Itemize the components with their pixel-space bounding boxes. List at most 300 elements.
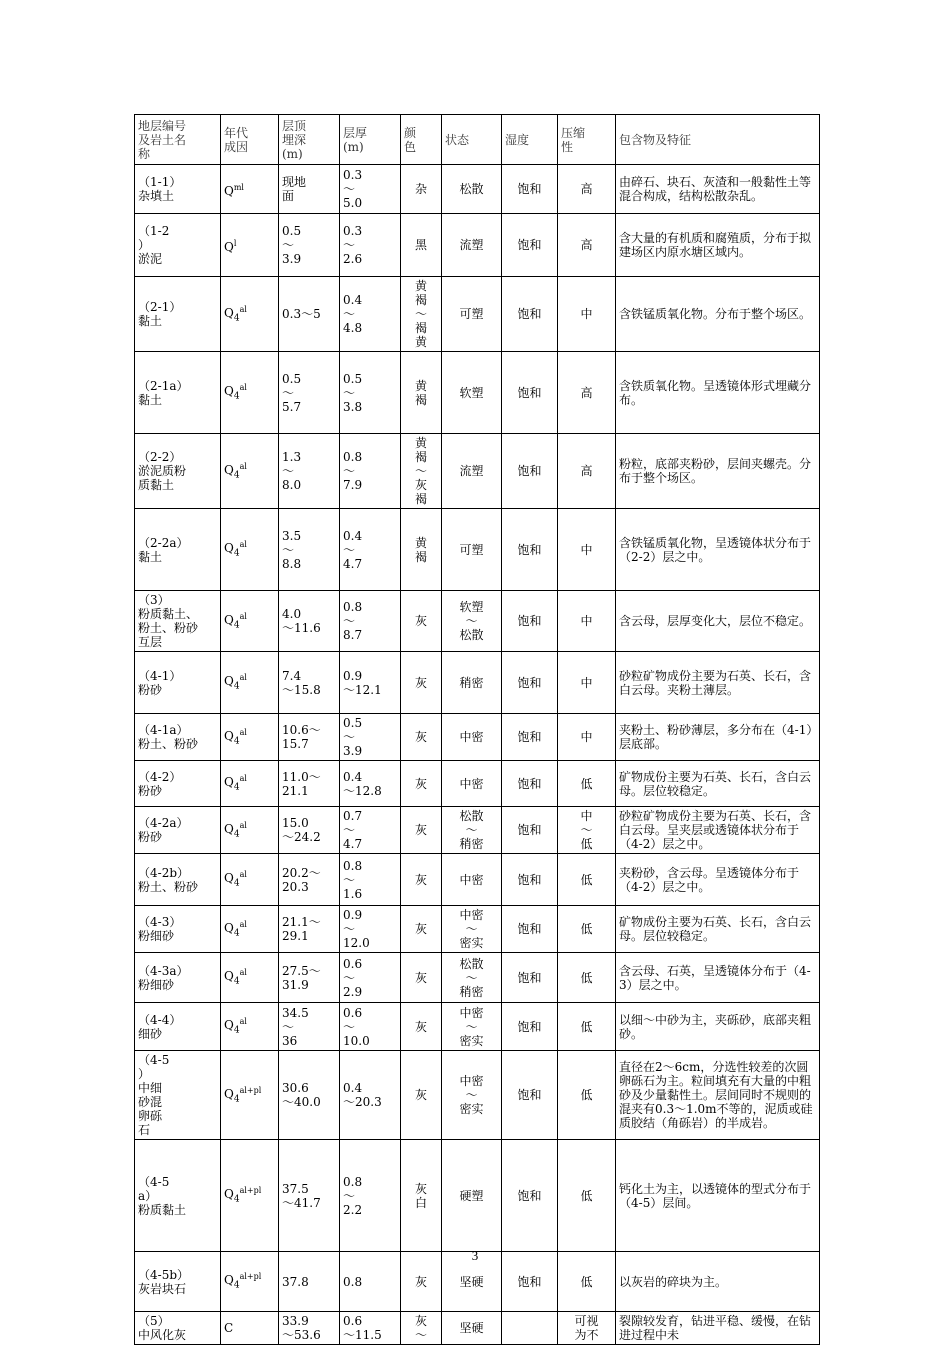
top-depth-cell bbox=[279, 434, 340, 509]
thickness-cell bbox=[340, 1140, 401, 1252]
compressibility-cell-text: 低 bbox=[580, 872, 593, 887]
humidity-cell-text: 饱和 bbox=[517, 1188, 542, 1203]
humidity-cell bbox=[502, 1003, 558, 1051]
compressibility-cell-text: 可视 为不 bbox=[574, 1314, 599, 1342]
compressibility-cell bbox=[558, 652, 616, 714]
color-cell-text: 黄 褐 ～ 褐 黄 bbox=[414, 279, 427, 349]
layer-name-cell-text: （4-3a） 粉细砂 bbox=[138, 963, 189, 992]
thickness-cell-text: 0.3 ～ 5.0 bbox=[343, 168, 363, 210]
humidity-cell bbox=[502, 854, 558, 906]
state-cell-text: 稍密 bbox=[459, 675, 484, 690]
table-header-row bbox=[135, 115, 820, 165]
age-origin-cell: $Q_4^{al}$ bbox=[221, 1003, 279, 1051]
age-origin-cell: $Q_4^{al}$ bbox=[221, 906, 279, 953]
header-top-depth-text: 层顶 埋深 (m) bbox=[282, 118, 307, 161]
description-cell-text: 含铁锰质氧化物。分布于整个场区。 bbox=[619, 307, 812, 321]
compressibility-cell bbox=[558, 1312, 616, 1345]
humidity-cell-text: 饱和 bbox=[517, 675, 542, 690]
compressibility-cell-text: 中 bbox=[580, 730, 593, 744]
compressibility-cell-text: 低 bbox=[580, 970, 593, 985]
description-cell bbox=[616, 854, 820, 906]
description-cell bbox=[616, 807, 820, 854]
thickness-cell-text: 0.8 ～ 2.2 bbox=[343, 1174, 363, 1217]
header-state bbox=[442, 115, 502, 165]
state-cell bbox=[442, 352, 502, 434]
header-color-text: 颜 色 bbox=[404, 125, 417, 154]
thickness-cell bbox=[340, 652, 401, 714]
layer-name-cell bbox=[135, 1312, 221, 1345]
compressibility-cell bbox=[558, 761, 616, 807]
top-depth-cell-text: 11.0～ 21.1 bbox=[282, 769, 321, 798]
thickness-cell bbox=[340, 277, 401, 352]
layer-name-cell bbox=[135, 1003, 221, 1051]
layer-name-cell-text: （4-3） 粉细砂 bbox=[138, 915, 182, 943]
age-origin-cell: $Q^{ml}$ bbox=[221, 165, 279, 214]
state-cell-text: 软塑 ～ 松散 bbox=[459, 600, 484, 642]
table-row bbox=[135, 906, 820, 953]
description-cell bbox=[616, 277, 820, 352]
compressibility-cell bbox=[558, 277, 616, 352]
compressibility-cell bbox=[558, 854, 616, 906]
compressibility-cell-text: 中 ～ 低 bbox=[580, 809, 593, 851]
humidity-cell bbox=[502, 1051, 558, 1140]
humidity-cell-text: 饱和 bbox=[517, 872, 542, 887]
color-cell-text: 灰 bbox=[414, 614, 427, 628]
layer-name-cell bbox=[135, 953, 221, 1003]
thickness-cell bbox=[340, 953, 401, 1003]
table-row bbox=[135, 509, 820, 591]
description-cell-text: 含云母，层厚变化大，层位不稳定。 bbox=[619, 614, 812, 628]
color-cell-text: 灰 bbox=[414, 922, 427, 936]
age-origin-cell: $Q_4^{al}$ bbox=[221, 277, 279, 352]
compressibility-cell bbox=[558, 509, 616, 591]
compressibility-cell-text: 低 bbox=[580, 1019, 593, 1034]
description-cell bbox=[616, 1051, 820, 1140]
compressibility-cell-text: 高 bbox=[580, 182, 593, 196]
color-cell-text: 灰 白 bbox=[414, 1181, 427, 1210]
state-cell-text: 松散 bbox=[459, 182, 484, 196]
layer-name-cell-text: （4-1） 粉砂 bbox=[138, 668, 182, 697]
age-origin-cell: $Q_4^{al}$ bbox=[221, 652, 279, 714]
humidity-cell bbox=[502, 807, 558, 854]
state-cell-text: 松散 ～ 稍密 bbox=[459, 956, 484, 999]
thickness-cell bbox=[340, 1003, 401, 1051]
description-cell-text: 砂粒矿物成份主要为石英、长石，含白云母。夹粉土薄层。 bbox=[619, 668, 812, 697]
top-depth-cell-text: 37.8 bbox=[282, 1274, 309, 1289]
state-cell bbox=[442, 1312, 502, 1345]
humidity-cell bbox=[502, 591, 558, 652]
description-cell bbox=[616, 906, 820, 953]
humidity-cell bbox=[502, 761, 558, 807]
layer-name-cell-text: （1-2 ） 淤泥 bbox=[138, 224, 170, 266]
strata-table bbox=[134, 114, 820, 1345]
humidity-cell bbox=[502, 277, 558, 352]
compressibility-cell bbox=[558, 165, 616, 214]
color-cell bbox=[401, 165, 442, 214]
description-cell bbox=[616, 714, 820, 761]
header-layer-name bbox=[135, 115, 221, 165]
compressibility-cell-text: 高 bbox=[580, 464, 593, 478]
top-depth-cell bbox=[279, 953, 340, 1003]
thickness-cell bbox=[340, 434, 401, 509]
humidity-cell-text: 饱和 bbox=[517, 385, 542, 400]
color-cell-text: 灰 bbox=[414, 776, 427, 791]
top-depth-cell bbox=[279, 761, 340, 807]
layer-name-cell-text: （3） 粉质黏土、 粉土、粉砂 互层 bbox=[138, 593, 199, 649]
header-description-text: 包含物及特征 bbox=[619, 132, 692, 147]
top-depth-cell bbox=[279, 1051, 340, 1140]
state-cell-text: 软塑 bbox=[459, 385, 484, 400]
thickness-cell-text: 0.4 ～12.8 bbox=[343, 769, 382, 798]
layer-name-cell-text: （4-5 ） 中细 砂混 卵砾 石 bbox=[138, 1053, 170, 1137]
humidity-cell-text: 饱和 bbox=[517, 970, 542, 985]
layer-name-cell-text: （2-2a） 黏土 bbox=[138, 535, 189, 564]
color-cell bbox=[401, 714, 442, 761]
top-depth-cell-text: 20.2～ 20.3 bbox=[282, 865, 321, 894]
color-cell bbox=[401, 1003, 442, 1051]
layer-name-cell-text: （4-4） 细砂 bbox=[138, 1012, 182, 1041]
table-row bbox=[135, 953, 820, 1003]
thickness-cell-text: 0.8 ～ 8.7 bbox=[343, 600, 363, 642]
layer-name-cell-text: （2-1a） 黏土 bbox=[138, 378, 189, 407]
humidity-cell bbox=[502, 906, 558, 953]
humidity-cell-text: 饱和 bbox=[517, 730, 542, 744]
thickness-cell-text: 0.7 ～ 4.7 bbox=[343, 809, 363, 851]
color-cell bbox=[401, 953, 442, 1003]
thickness-cell bbox=[340, 761, 401, 807]
thickness-cell bbox=[340, 906, 401, 953]
state-cell bbox=[442, 854, 502, 906]
layer-name-cell-text: （4-1a） 粉土、粉砂 bbox=[138, 723, 199, 751]
header-humidity-text: 湿度 bbox=[505, 132, 530, 147]
layer-name-cell bbox=[135, 165, 221, 214]
top-depth-cell-text: 0.3～5 bbox=[282, 307, 321, 321]
state-cell-text: 中密 ～ 密实 bbox=[459, 1074, 484, 1116]
compressibility-cell-text: 中 bbox=[580, 307, 593, 321]
state-cell bbox=[442, 165, 502, 214]
layer-name-cell bbox=[135, 1140, 221, 1252]
top-depth-cell-text: 10.6～ 15.7 bbox=[282, 723, 321, 751]
color-cell bbox=[401, 1140, 442, 1252]
description-cell bbox=[616, 434, 820, 509]
state-cell bbox=[442, 509, 502, 591]
state-cell-text: 坚硬 bbox=[459, 1321, 484, 1335]
description-cell-text: 夹粉土、粉砂薄层，多分布在（4-1）层底部。 bbox=[619, 723, 813, 751]
state-cell-text: 硬塑 bbox=[459, 1188, 484, 1203]
top-depth-cell-text: 21.1～ 29.1 bbox=[282, 915, 321, 943]
table-row bbox=[135, 277, 820, 352]
layer-name-cell-text: （4-2） 粉砂 bbox=[138, 769, 182, 798]
color-cell bbox=[401, 854, 442, 906]
top-depth-cell bbox=[279, 214, 340, 277]
header-description bbox=[616, 115, 820, 165]
table-row bbox=[135, 807, 820, 854]
age-origin-cell-text: C bbox=[224, 1321, 234, 1335]
color-cell bbox=[401, 591, 442, 652]
header-compressibility bbox=[558, 115, 616, 165]
layer-name-cell bbox=[135, 854, 221, 906]
humidity-cell-text: 饱和 bbox=[517, 823, 542, 837]
compressibility-cell-text: 低 bbox=[580, 1188, 593, 1203]
description-cell-text: 砂粒矿物成份主要为石英、长石，含白云母。呈夹层或透镜体状分布于（4-2）层之中。 bbox=[619, 809, 812, 851]
humidity-cell-text: 饱和 bbox=[517, 1019, 542, 1034]
description-cell-text: 矿物成份主要为石英、长石，含白云母。层位较稳定。 bbox=[619, 769, 812, 798]
compressibility-cell-text: 高 bbox=[580, 385, 593, 400]
description-cell-text: 由碎石、块石、灰渣和一般黏性土等混合构成，结构松散杂乱。 bbox=[619, 175, 812, 203]
layer-name-cell-text: （4-2a） 粉砂 bbox=[138, 816, 189, 844]
state-cell bbox=[442, 434, 502, 509]
description-cell-text: 矿物成份主要为石英、长石，含白云母。层位较稳定。 bbox=[619, 915, 812, 943]
humidity-cell-text: 饱和 bbox=[517, 307, 542, 321]
color-cell bbox=[401, 434, 442, 509]
layer-name-cell bbox=[135, 761, 221, 807]
top-depth-cell bbox=[279, 652, 340, 714]
age-origin-cell: $Q_4^{al+pl}$ bbox=[221, 1140, 279, 1252]
description-cell bbox=[616, 509, 820, 591]
compressibility-cell-text: 中 bbox=[580, 614, 593, 628]
humidity-cell bbox=[502, 214, 558, 277]
compressibility-cell-text: 低 bbox=[580, 1088, 593, 1102]
description-cell bbox=[616, 652, 820, 714]
description-cell-text: 夹粉砂，含云母。呈透镜体分布于（4-2）层之中。 bbox=[619, 865, 800, 894]
top-depth-cell-text: 4.0 ～11.6 bbox=[282, 607, 321, 635]
thickness-cell-text: 0.8 bbox=[343, 1274, 363, 1289]
description-cell-text: 含云母、石英，呈透镜体分布于（4-3）层之中。 bbox=[619, 963, 811, 992]
header-thickness-text: 层厚 (m) bbox=[343, 125, 368, 154]
top-depth-cell bbox=[279, 1312, 340, 1345]
color-cell-text: 灰 bbox=[414, 1019, 427, 1034]
top-depth-cell-text: 现地 面 bbox=[282, 175, 307, 203]
description-cell bbox=[616, 1003, 820, 1051]
header-compressibility-text: 压缩 性 bbox=[561, 125, 586, 154]
thickness-cell-text: 0.4 ～ 4.8 bbox=[343, 293, 363, 335]
layer-name-cell-text: （1-1） 杂填土 bbox=[138, 175, 182, 203]
table-row bbox=[135, 352, 820, 434]
thickness-cell bbox=[340, 509, 401, 591]
top-depth-cell-text: 34.5 ～ 36 bbox=[282, 1005, 309, 1048]
table-row bbox=[135, 761, 820, 807]
thickness-cell bbox=[340, 165, 401, 214]
humidity-cell-text: 饱和 bbox=[517, 776, 542, 791]
thickness-cell-text: 0.4 ～20.3 bbox=[343, 1081, 382, 1109]
description-cell-text: 以细～中砂为主，夹砾砂，底部夹粗砂。 bbox=[619, 1012, 812, 1041]
thickness-cell-text: 0.5 ～ 3.9 bbox=[343, 716, 363, 758]
color-cell bbox=[401, 509, 442, 591]
state-cell bbox=[442, 1003, 502, 1051]
color-cell bbox=[401, 652, 442, 714]
state-cell bbox=[442, 652, 502, 714]
layer-name-cell bbox=[135, 1051, 221, 1140]
table-row bbox=[135, 1312, 820, 1345]
header-state-text: 状态 bbox=[445, 132, 470, 147]
age-origin-cell: $Q_4^{al}$ bbox=[221, 509, 279, 591]
top-depth-cell bbox=[279, 807, 340, 854]
thickness-cell-text: 0.9 ～12.1 bbox=[343, 668, 382, 697]
state-cell bbox=[442, 761, 502, 807]
color-cell-text: 灰 bbox=[414, 823, 427, 837]
compressibility-cell bbox=[558, 807, 616, 854]
humidity-cell bbox=[502, 1140, 558, 1252]
thickness-cell bbox=[340, 807, 401, 854]
top-depth-cell-text: 3.5 ～ 8.8 bbox=[282, 528, 302, 571]
layer-name-cell-text: （4-5b） 灰岩块石 bbox=[138, 1267, 190, 1296]
compressibility-cell-text: 低 bbox=[580, 776, 593, 791]
layer-name-cell-text: （4-5 a） 粉质黏土 bbox=[138, 1174, 187, 1217]
description-cell-text: 粉粒，底部夹粉砂，层间夹螺壳。分布于整个场区。 bbox=[619, 457, 812, 485]
state-cell-text: 中密 bbox=[459, 776, 484, 791]
humidity-cell bbox=[502, 714, 558, 761]
state-cell-text: 坚硬 bbox=[459, 1274, 484, 1289]
layer-name-cell bbox=[135, 807, 221, 854]
humidity-cell bbox=[502, 434, 558, 509]
table-row bbox=[135, 591, 820, 652]
layer-name-cell bbox=[135, 591, 221, 652]
top-depth-cell bbox=[279, 352, 340, 434]
compressibility-cell bbox=[558, 434, 616, 509]
header-age-origin-text: 年代 成因 bbox=[224, 125, 249, 154]
humidity-cell bbox=[502, 652, 558, 714]
layer-name-cell-text: （5） 中风化灰 bbox=[138, 1314, 187, 1342]
color-cell bbox=[401, 277, 442, 352]
age-origin-cell: $Q_4^{al}$ bbox=[221, 434, 279, 509]
description-cell-text: 以灰岩的碎块为主。 bbox=[619, 1274, 728, 1289]
top-depth-cell bbox=[279, 854, 340, 906]
top-depth-cell bbox=[279, 277, 340, 352]
age-origin-cell: $Q_4^{al+pl}$ bbox=[221, 1252, 279, 1312]
description-cell bbox=[616, 165, 820, 214]
table-row bbox=[135, 214, 820, 277]
table-row bbox=[135, 1140, 820, 1252]
age-origin-cell: $Q_4^{al}$ bbox=[221, 714, 279, 761]
layer-name-cell bbox=[135, 277, 221, 352]
color-cell-text: 灰 bbox=[414, 1274, 427, 1289]
top-depth-cell-text: 30.6 ～40.0 bbox=[282, 1081, 321, 1109]
table-row bbox=[135, 714, 820, 761]
description-cell bbox=[616, 591, 820, 652]
top-depth-cell bbox=[279, 714, 340, 761]
thickness-cell bbox=[340, 714, 401, 761]
color-cell bbox=[401, 761, 442, 807]
state-cell-text: 可塑 bbox=[459, 307, 484, 321]
top-depth-cell bbox=[279, 165, 340, 214]
header-top-depth bbox=[279, 115, 340, 165]
state-cell bbox=[442, 277, 502, 352]
header-humidity bbox=[502, 115, 558, 165]
color-cell bbox=[401, 906, 442, 953]
color-cell-text: 黄 褐 bbox=[414, 378, 427, 407]
state-cell-text: 可塑 bbox=[459, 542, 484, 557]
thickness-cell-text: 0.6 ～ 10.0 bbox=[343, 1005, 370, 1048]
description-cell bbox=[616, 214, 820, 277]
state-cell-text: 流塑 bbox=[459, 464, 484, 478]
thickness-cell bbox=[340, 352, 401, 434]
humidity-cell-text: 饱和 bbox=[517, 238, 542, 252]
state-cell-text: 中密 ～ 密实 bbox=[459, 1005, 484, 1048]
color-cell bbox=[401, 807, 442, 854]
state-cell bbox=[442, 591, 502, 652]
humidity-cell-text: 饱和 bbox=[517, 464, 542, 478]
description-cell-text: 含铁质氧化物。呈透镜体形式埋藏分布。 bbox=[619, 378, 812, 407]
top-depth-cell-text: 27.5～ 31.9 bbox=[282, 963, 321, 992]
header-layer-name-text: 地层编号 及岩土名 称 bbox=[138, 118, 187, 161]
color-cell bbox=[401, 1051, 442, 1140]
color-cell-text: 灰 bbox=[414, 675, 427, 690]
age-origin-cell: $Q_4^{al}$ bbox=[221, 854, 279, 906]
compressibility-cell-text: 中 bbox=[580, 542, 593, 557]
layer-name-cell-text: （2-2） 淤泥质粉 质黏土 bbox=[138, 450, 187, 492]
header-thickness bbox=[340, 115, 401, 165]
state-cell bbox=[442, 1051, 502, 1140]
thickness-cell-text: 0.9 ～ 12.0 bbox=[343, 908, 370, 950]
compressibility-cell bbox=[558, 1003, 616, 1051]
table-row bbox=[135, 1051, 820, 1140]
compressibility-cell bbox=[558, 1140, 616, 1252]
color-cell-text: 黄 褐 ～ 灰 褐 bbox=[414, 436, 427, 506]
color-cell-text: 杂 bbox=[414, 182, 427, 196]
humidity-cell bbox=[502, 165, 558, 214]
state-cell-text: 中密 bbox=[459, 730, 484, 744]
top-depth-cell-text: 1.3 ～ 8.0 bbox=[282, 450, 302, 492]
table-row bbox=[135, 652, 820, 714]
header-age-origin bbox=[221, 115, 279, 165]
color-cell-text: 黄 褐 bbox=[414, 535, 427, 564]
table-row bbox=[135, 165, 820, 214]
top-depth-cell bbox=[279, 509, 340, 591]
state-cell-text: 松散 ～ 稍密 bbox=[459, 809, 484, 851]
compressibility-cell bbox=[558, 906, 616, 953]
thickness-cell bbox=[340, 591, 401, 652]
layer-name-cell bbox=[135, 352, 221, 434]
state-cell-text: 中密 ～ 密实 bbox=[459, 908, 484, 950]
description-cell bbox=[616, 953, 820, 1003]
compressibility-cell-text: 中 bbox=[580, 675, 593, 690]
compressibility-cell-text: 低 bbox=[580, 1274, 593, 1289]
color-cell-text: 黑 bbox=[414, 238, 427, 252]
state-cell bbox=[442, 807, 502, 854]
compressibility-cell-text: 低 bbox=[580, 922, 593, 936]
humidity-cell bbox=[502, 352, 558, 434]
layer-name-cell-text: （4-2b） 粉土、粉砂 bbox=[138, 865, 199, 894]
description-cell-text: 钙化土为主，以透镜体的型式分布于（4-5）层间。 bbox=[619, 1181, 812, 1210]
age-origin-cell: $Q^l$ bbox=[221, 214, 279, 277]
age-origin-cell: $Q_4^{al}$ bbox=[221, 761, 279, 807]
humidity-cell-text: 饱和 bbox=[517, 1274, 542, 1289]
state-cell bbox=[442, 714, 502, 761]
color-cell-text: 灰 bbox=[414, 872, 427, 887]
compressibility-cell bbox=[558, 591, 616, 652]
thickness-cell-text: 0.8 ～ 7.9 bbox=[343, 450, 363, 492]
top-depth-cell-text: 7.4 ～15.8 bbox=[282, 668, 321, 697]
humidity-cell bbox=[502, 509, 558, 591]
humidity-cell-text: 饱和 bbox=[517, 542, 542, 557]
top-depth-cell-text: 33.9 ～53.6 bbox=[282, 1314, 321, 1342]
top-depth-cell bbox=[279, 1003, 340, 1051]
thickness-cell bbox=[340, 1051, 401, 1140]
humidity-cell-text: 饱和 bbox=[517, 922, 542, 936]
top-depth-cell-text: 15.0 ～24.2 bbox=[282, 816, 321, 844]
thickness-cell-text: 0.6 ～ 2.9 bbox=[343, 956, 363, 999]
state-cell-text: 中密 bbox=[459, 872, 484, 887]
age-origin-cell: $Q_4^{al}$ bbox=[221, 591, 279, 652]
top-depth-cell-text: 0.5 ～ 3.9 bbox=[282, 224, 302, 266]
compressibility-cell-text: 高 bbox=[580, 238, 593, 252]
compressibility-cell bbox=[558, 1051, 616, 1140]
description-cell bbox=[616, 1140, 820, 1252]
state-cell-text: 流塑 bbox=[459, 238, 484, 252]
top-depth-cell-text: 37.5 ～41.7 bbox=[282, 1181, 321, 1210]
description-cell bbox=[616, 1312, 820, 1345]
humidity-cell-text: 饱和 bbox=[517, 1088, 542, 1102]
